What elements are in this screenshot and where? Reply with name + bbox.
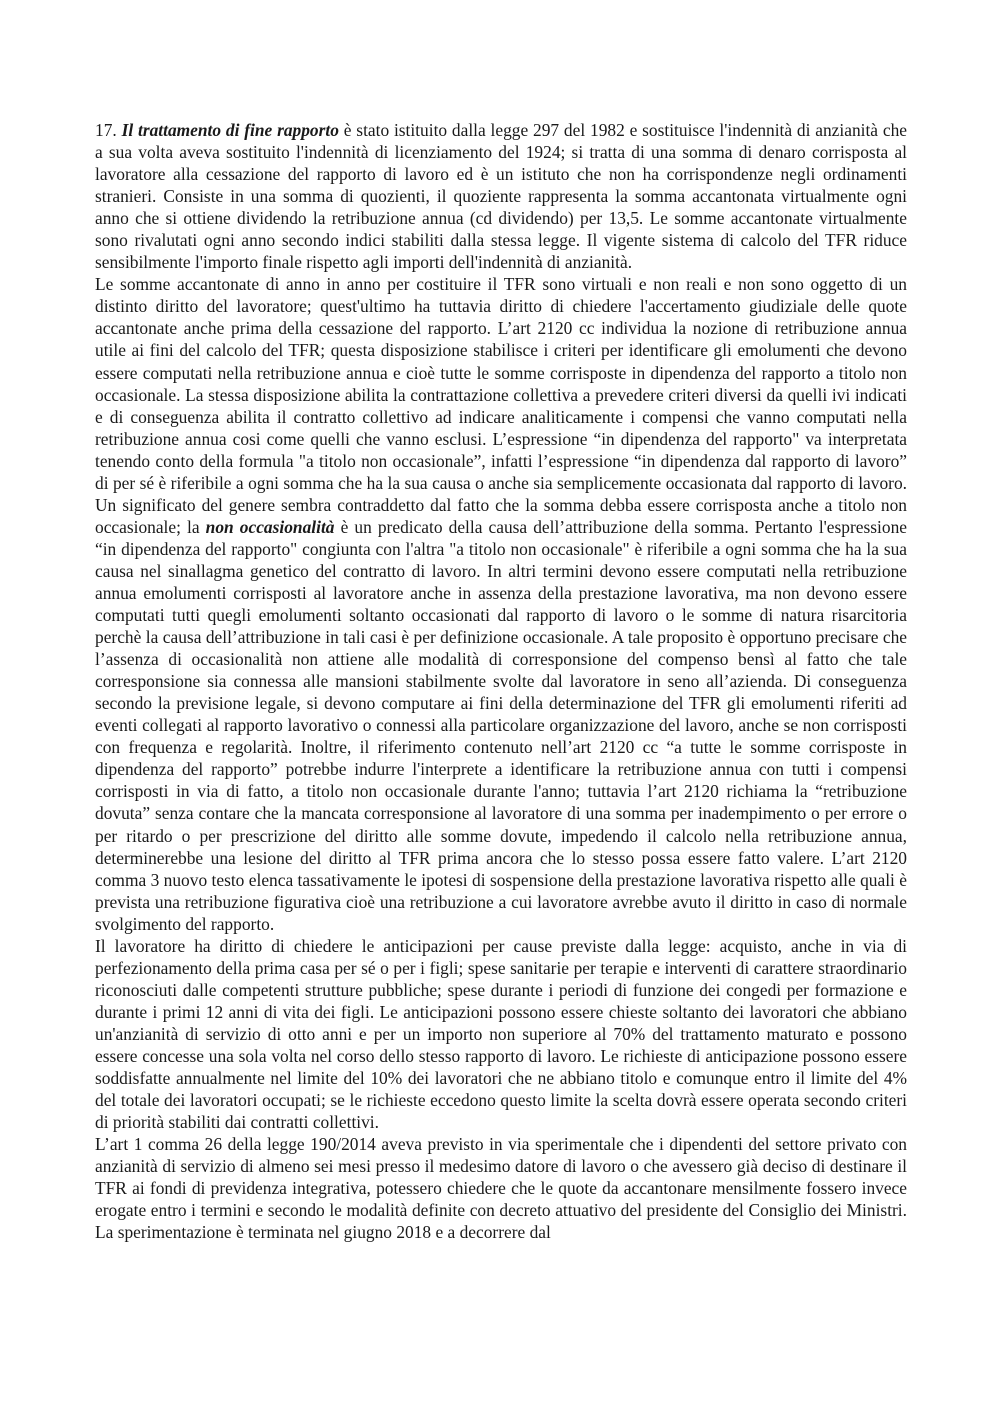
text-segment: Il lavoratore ha diritto di chiedere le anticipazioni per cause previste dalla legge: acquisto, anche in via di perfezionamento della prima casa per sé o per i figli; spese sanitarie per terapie e interventi di carattere straordinario riconosciuti dalle competenti strutture pubbliche; spese durante i periodi di funzione dei congedi per formazione e durante i primi 12 anni di vita dei figli. Le anticipazioni possono essere chieste soltanto dei lavoratori che abbiano un'anzianità di servizio di otto anni e per un importo non superiore al 70% del trattamento maturato e possono essere concesse una sola volta nel corso dello stesso rapporto di lavoro. Le richieste di anticipazione possono essere soddisfatte annualmente nel limite del 10% dei lavoratori che ne abbiano titolo e comunque entro il limite del 4% del totale dei lavoratori occupati; se le richieste eccedono questo limite la scelta dovrà essere operata secondo criteri di priorità stabiliti dai contratti collettivi.	[95, 935, 907, 1133]
text-segment: Le somme accantonate di anno in anno per costituire il TFR sono virtuali e non reali e non sono oggetto di un distinto diritto del lavoratore; quest'ultimo ha tuttavia diritto di chiedere l'accertamento giudiziale delle quote accantonate anche prima della cessazione del rapporto. L’art 2120 cc individua la nozione di retribuzione annua utile ai fini del calcolo del TFR; questa disposizione stabilisce i criteri per identificare gli emolumenti che devono essere computati nella retribuzione annua e cioè tutte le somme corrisposte in dipendenza del rapporto a titolo non occasionale. La stessa disposizione abilita la contrattazione collettiva a prevedere criteri diversi da quelli ivi indicati e di conseguenza abilita il contratto collettivo ad indicare analiticamente i compensi che vanno computati nella retribuzione annua cosi come quelli che vanno esclusi. L’espressione “in dipendenza del rapporto" va interpretata tenendo conto della formula "a titolo non occasionale”, infatti l’espressione “in dipendenza dal rapporto di lavoro” di per sé è riferibile a ogni somma che ha la sua causa o anche sia semplicemente occasionata dal rapporto di lavoro. Un significato del genere sembra contraddetto dal fatto che la somma debba essere corrisposta anche a titolo non occasionale; la	[95, 274, 907, 537]
paragraph-anticipazioni	[95, 935, 907, 1133]
text-segment: è un predicato della causa dell’attribuzione della somma. Pertanto l'espressione “in dipendenza del rapporto" congiunta con l'altra "a titolo non occasionale" è riferibile a ogni somma che ha la sua causa nel sinallagma genetico del contratto di lavoro. In altri termini devono essere computati nella retribuzione annua emolumenti corrisposti al lavoratore anche in assenza della prestazione lavorativa, ma non devono essere computati tutti quegli emolumenti soltanto occasionati dal rapporto di lavoro o le somme di natura risarcitoria perchè la causa dell’attribuzione in tali casi è per definizione occasionale. A tale proposito è opportuno precisare che l’assenza di occasionalità non attiene alle modalità di corresponsione del compenso bensì al fatto che tale corresponsione sia connessa alle mansioni stabilmente svolte dal lavoratore in seno all’azienda. Di conseguenza secondo la previsione legale, si devono computare ai fini della determinazione del TFR gli emolumenti riferiti ad eventi collegati al rapporto lavorativo o connessi alla particolare organizzazione del lavoro, anche se non corrisposti con frequenza e regolarità. Inoltre, il riferimento contenuto nell’art 2120 cc “a tutte le somme corrisposte in dipendenza del rapporto” potrebbe indurre l'interprete a identificare la retribuzione annua con tutti i compensi corrisposti in via di fatto, a titolo non occasionale durante l'anno; tuttavia l’art 2120 richiama la “retribuzione dovuta” senza contare che la mancata corresponsione al lavoratore di una somma per inadempimento o per errore o per ritardo o per prescrizione del diritto alle somme dovute, impedendo il calcolo nella retribuzione annua, determinerebbe una lesione del diritto al TFR prima ancora che lo stesso possa essere fatto valere. L’art 2120 comma 3 nuovo testo elenca tassativamente le ipotesi di sospensione della prestazione lavorativa rispetto alle quali è prevista una retribuzione figurativa cioè una retribuzione a cui lavoratore avrebbe avuto il diritto in caso di normale svolgimento del rapporto.	[95, 516, 907, 934]
paragraph-retribuzione-annua	[95, 273, 907, 934]
text-segment: è stato istituito dalla legge 297 del 1982 e sostituisce l'indennità di anzianità che a sua volta aveva sostituito l'indennità di licenziamento del 1924; si tratta di una somma di denaro corrisposta al lavoratore alla cessazione del rapporto di lavoro ed è un istituto che non ha corrispondenze negli ordinamenti stranieri. Consiste in una somma di quozienti, il quoziente rappresenta la somma accantonata virtualmente ogni anno che si ottiene dividendo la retribuzione annua (cd dividendo) per 13,5. Le somme accantonate virtualmente sono rivalutati ogni anno secondo indici stabiliti dalla stessa legge. Il vigente sistema di calcolo del TFR riduce sensibilmente l'importo finale rispetto agli importi dell'indennità di anzianità.	[95, 120, 907, 273]
paragraph-sperimentazione	[95, 1133, 907, 1243]
text-segment: 17.	[95, 120, 122, 140]
document-page	[95, 119, 907, 1243]
emphasis-term: Il trattamento di fine rapporto	[121, 120, 339, 140]
text-segment: L’art 1 comma 26 della legge 190/2014 aveva previsto in via sperimentale che i dipendenti del settore privato con anzianità di servizio di almeno sei mesi presso il medesimo datore di lavoro o che avessero già deciso di destinare il TFR ai fondi di previdenza integrativa, potessero chiedere che le quote da accantonare mensilmente fossero invece erogate entro i termini e secondo le modalità definite con decreto attuativo del presidente del Consiglio dei Ministri. La sperimentazione è terminata nel giugno 2018 e a decorrere dal	[95, 1134, 907, 1243]
emphasis-term: non occasionalità	[205, 516, 335, 537]
paragraph-tfr-definition	[95, 119, 907, 273]
